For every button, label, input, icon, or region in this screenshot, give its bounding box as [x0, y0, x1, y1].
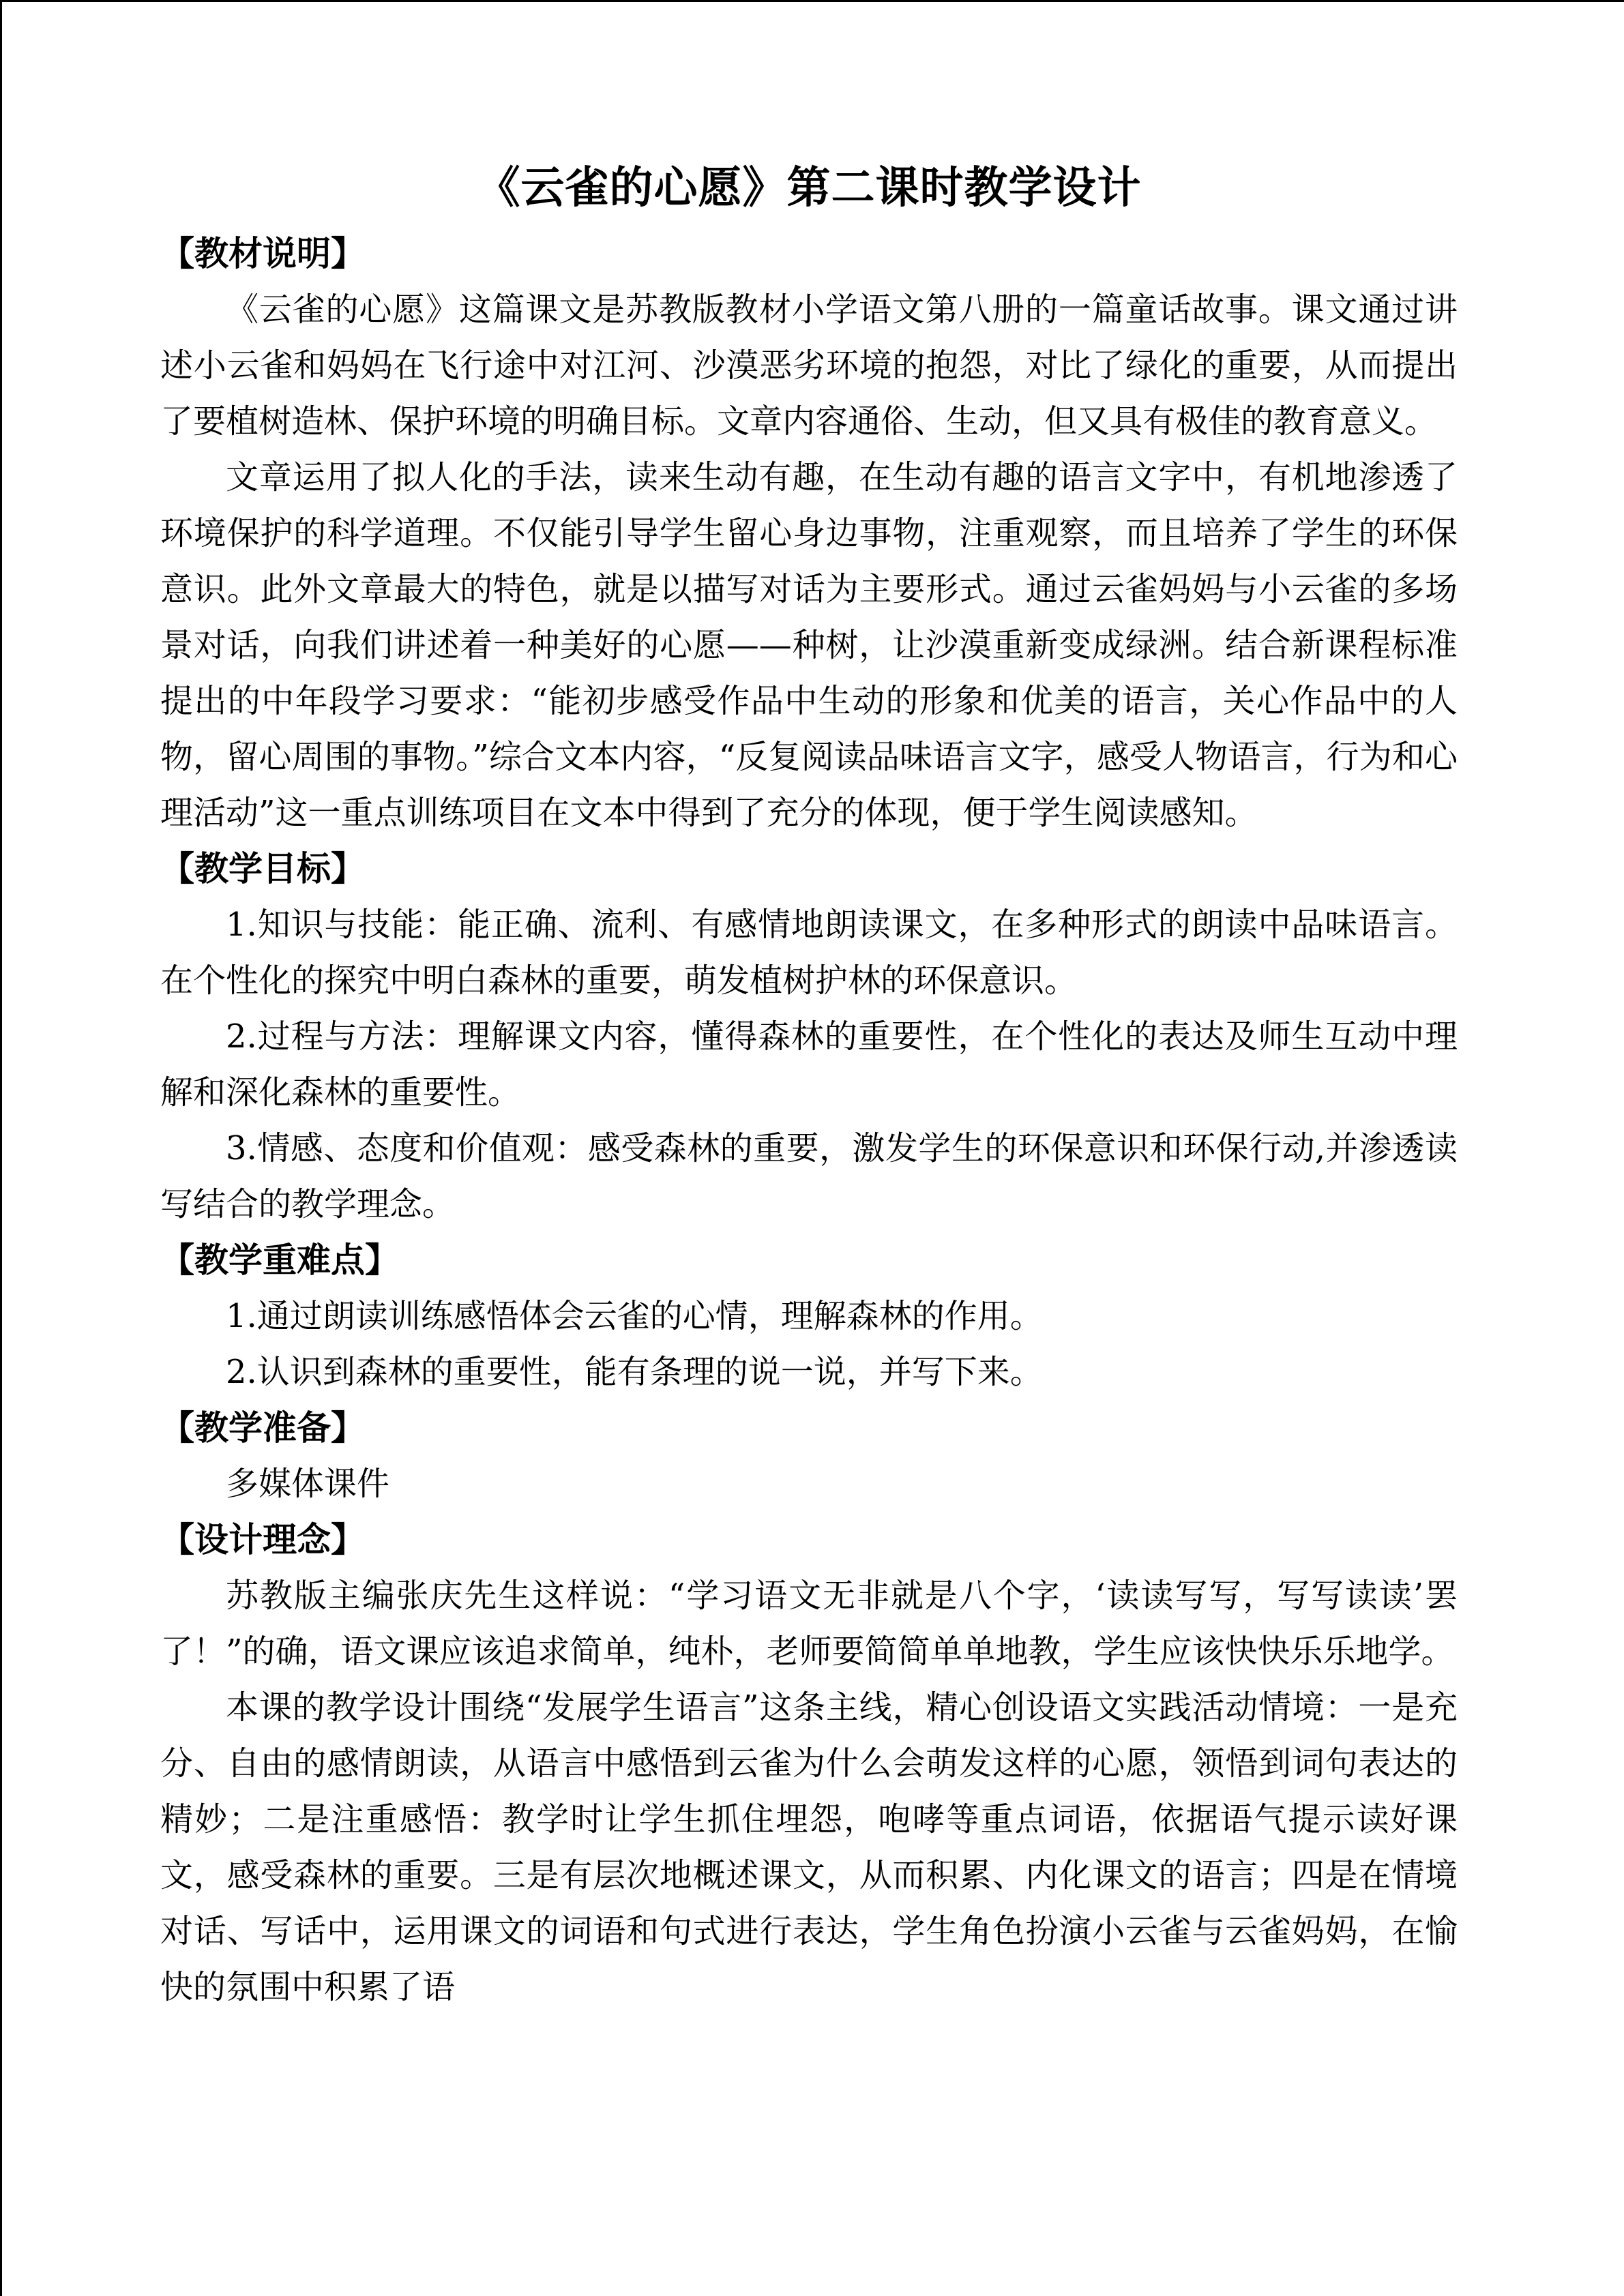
section-design-concept [160, 1512, 1458, 2015]
paragraph: 1.通过朗读训练感悟体会云雀的心情，理解森林的作用。 [226, 1297, 1043, 1335]
paragraph: 《云雀的心愿》这篇课文是苏教版教材小学语文第八册的一篇童话故事。课文通过讲述小云雀和妈妈在飞行途中对江河、沙漠恶劣环境的抱怨，对比了绿化的重要，从而提出了要植树造林、保护环境的明确目标。文章内容通俗、生动，但又具有极佳的教育意义。 [160, 290, 1458, 441]
paragraph: 1.知识与技能：能正确、流利、有感情地朗读课文，在多种形式的朗读中品味语言。在个性化的探究中明白森林的重要，萌发植树护林的环保意识。 [160, 906, 1458, 1000]
section-teaching-preparation [160, 1400, 1458, 1512]
section-heading: 【设计理念】 [160, 1520, 365, 1560]
paragraph: 3.情感、态度和价值观：感受森林的重要，激发学生的环保意识和环保行动,并渗透读写结合的教学理念。 [160, 1129, 1458, 1223]
paragraph: 多媒体课件 [226, 1465, 390, 1503]
paragraph: 文章运用了拟人化的手法，读来生动有趣，在生动有趣的语言文字中，有机地渗透了环境保护的科学道理。不仅能引导学生留心身边事物，注重观察，而且培养了学生的环保意识。此外文章最大的特色，就是以描写对话为主要形式。通过云雀妈妈与小云雀的多场景对话，向我们讲述着一种美好的心愿——种树，让沙漠重新变成绿洲。结合新课程标准提出的中年段学习要求：“能初步感受作品中生动的形象和优美的语言，关心作品中的人物，留心周围的事物。”综合文本内容，“反复阅读品味语言文字，感受人物语言，行为和心理活动”这一重点训练项目在文本中得到了充分的体现，便于学生阅读感知。 [160, 458, 1458, 832]
section-heading: 【教材说明】 [160, 234, 365, 273]
paragraph: 2.过程与方法：理解课文内容，懂得森林的重要性，在个性化的表达及师生互动中理解和深化森林的重要性。 [160, 1017, 1458, 1112]
section-heading: 【教学重难点】 [160, 1240, 399, 1280]
document-title: 《云雀的心愿》第二课时教学设计 [476, 163, 1142, 213]
paragraph: 本课的教学设计围绕“发展学生语言”这条主线，精心创设语文实践活动情境：一是充分、自由的感情朗读，从语言中感悟到云雀为什么会萌发这样的心愿，领悟到词句表达的精妙；二是注重感悟：教学时让学生抓住埋怨，咆哮等重点词语，依据语气提示读好课文，感受森林的重要。三是有层次地概述课文，从而积累、内化课文的语言；四是在情境对话、写话中，运用课文的词语和句式进行表达，学生角色扮演小云雀与云雀妈妈，在愉快的氛围中积累了语 [160, 1688, 1458, 2006]
section-teaching-objectives [160, 841, 1458, 1232]
section-textbook-description [160, 226, 1458, 841]
paragraph: 2.认识到森林的重要性，能有条理的说一说，并写下来。 [226, 1353, 1043, 1391]
section-key-difficulties [160, 1232, 1458, 1400]
section-heading: 【教学准备】 [160, 1408, 365, 1448]
paragraph: 苏教版主编张庆先生这样说：“学习语文无非就是八个字，‘读读写写，写写读读’罢了！”的确，语文课应该追求简单，纯朴，老师要简简单单地教，学生应该快快乐乐地学。 [160, 1577, 1458, 1671]
document-content [160, 151, 1458, 2015]
section-heading: 【教学目标】 [160, 849, 365, 889]
